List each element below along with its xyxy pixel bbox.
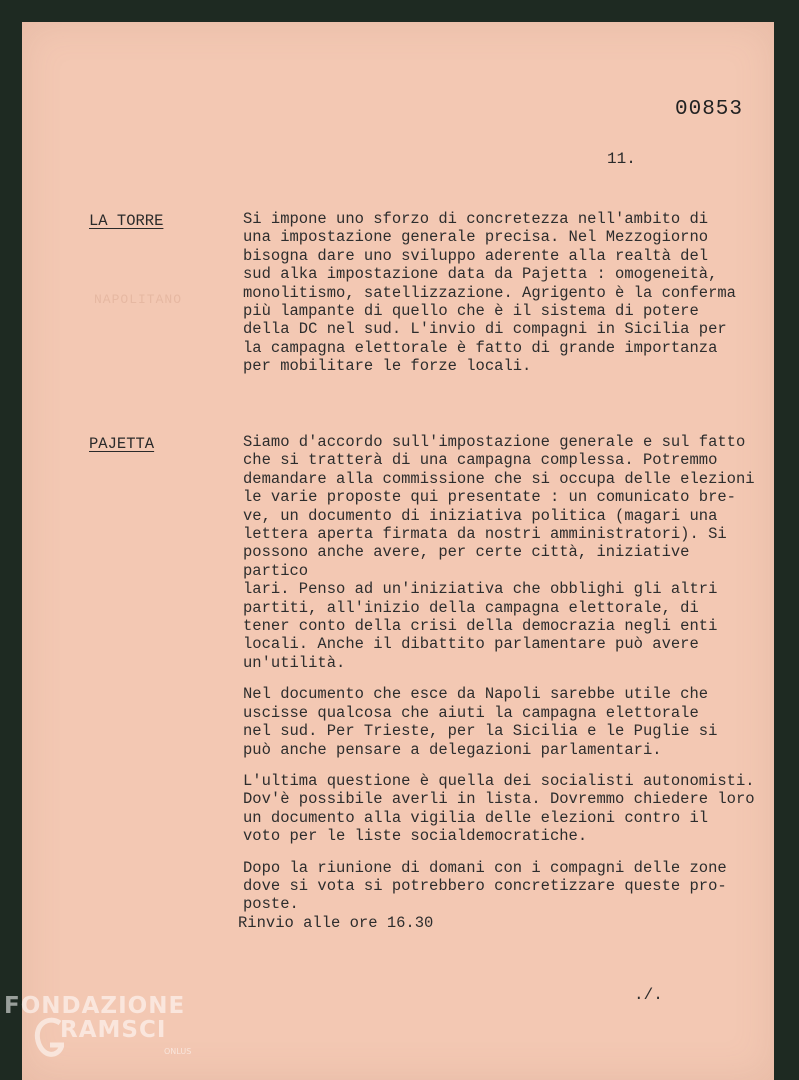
- watermark-line1: FONDAZIONE: [4, 993, 186, 1019]
- speaker-pajetta: PAJETTA: [89, 435, 155, 453]
- document-number: 00853: [675, 98, 744, 121]
- page-number: 11.: [607, 150, 636, 168]
- watermark-line2: RAMSCI: [60, 1017, 167, 1043]
- adjournment-note: Rinvio alle ore 16.30: [238, 914, 434, 932]
- pajetta-statement: [243, 433, 763, 927]
- bleed-through-text: NAPOLITANO: [94, 292, 183, 307]
- paragraph: Siamo d'accordo sull'impostazione generale e sul fatto che si tratterà di una campagna complessa. Potremmo demandare alla commissione che si occupa delle elezioni le varie proposte qui presentate : un comunicato bre- ve, un documento di iniziativa politica (magari una lettera aperta firmata da nostri amministratori). Si possono anche avere, per certe città, iniziative partico lari. Penso ad un'iniziativa che obblighi gli altri partiti, all'inizio della campagna elettorale, di tener conto della crisi della democrazia negli enti locali. Anche il dibattito parlamentare può avere un'utilità.: [243, 433, 755, 672]
- watermark-logo: [4, 993, 204, 1073]
- watermark-line3: ONLUS: [164, 1047, 192, 1056]
- la-torre-statement: [243, 210, 763, 389]
- continuation-mark: ./.: [634, 986, 663, 1004]
- speaker-la-torre: LA TORRE: [89, 212, 164, 230]
- paragraph: Nel documento che esce da Napoli sarebbe utile che uscisse qualcosa che aiuti la campagna elettorale nel sud. Per Trieste, per la Sicilia e le Puglie si può anche pensare a delegazioni parlamentari.: [243, 685, 718, 759]
- paragraph: Si impone uno sforzo di concretezza nell'ambito di una impostazione generale precisa. Nel Mezzogiorno bisogna dare uno sviluppo aderente alla realtà del sud alka impostazione data da Pajetta : omogeneità, monolitismo, satellizzazione. Agrigento è la conferma più lampante di quello che è il sistema di potere della DC nel sud. L'invio di compagni in Sicilia per la campagna elettorale è fatto di grande importanza per mobilitare le forze locali.: [243, 210, 736, 376]
- paragraph: Dopo la riunione di domani con i compagni delle zone dove si vota si potrebbero concretizzare queste pro- poste.: [243, 858, 727, 914]
- paragraph: L'ultima questione è quella dei socialisti autonomisti. Dov'è possibile averli in lista. Dovremmo chiedere loro un documento alla vigilia delle elezioni contro il voto per le liste socialdemocratiche.: [243, 771, 755, 846]
